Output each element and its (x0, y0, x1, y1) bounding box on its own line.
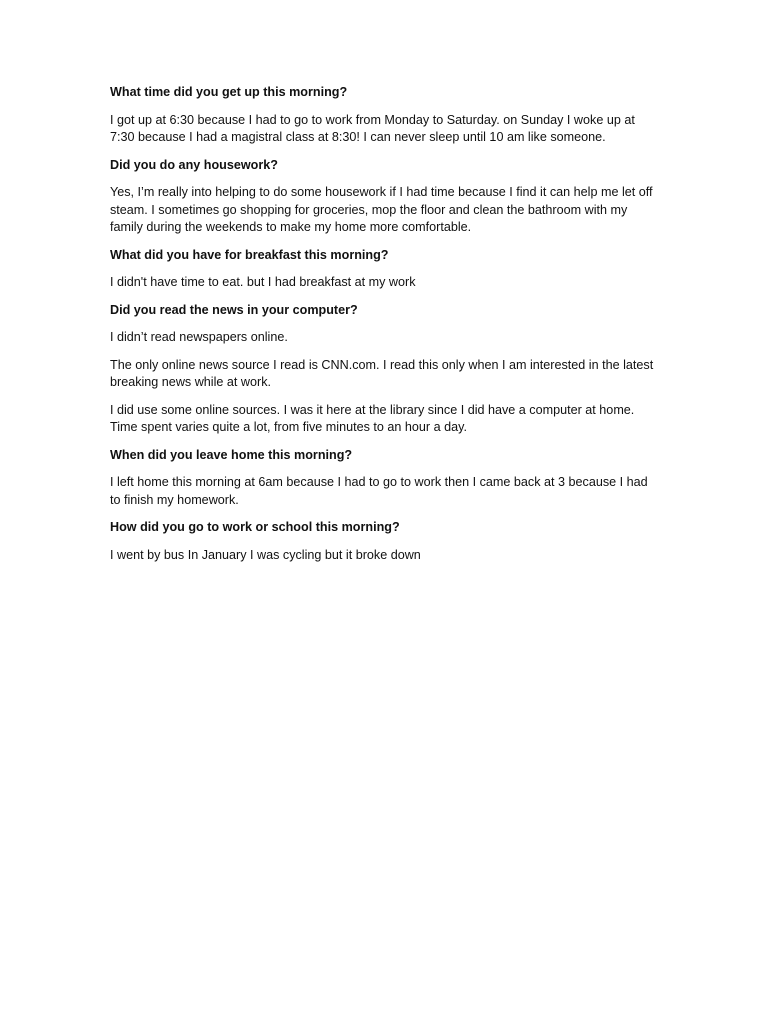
answer-leave-home: I left home this morning at 6am because I had to go to work then I came back at 3 because I had to finish my homework. (110, 475, 648, 507)
answer-commute: I went by bus In January I was cycling but it broke down (110, 547, 421, 562)
question-get-up: What time did you get up this morning? (110, 85, 348, 99)
document-page (110, 84, 658, 574)
answer-news-3: I did use some online sources. I was it here at the library since I did have a computer at home. Time spent varies quite a lot, from five minutes to an hour a day. (110, 402, 635, 434)
question-commute: How did you go to work or school this morning? (110, 520, 400, 534)
question-news: Did you read the news in your computer? (110, 302, 358, 317)
question-leave-home: When did you leave home this morning? (110, 447, 353, 462)
answer-housework: Yes, I’m really into helping to do some housework if I had time because I find it can help me let off steam. I sometimes go shopping for groceries, mop the floor and clean the bathroom with my family during the weekends to make my home more comfortable. (110, 185, 653, 234)
answer-news-2: The only online news source I read is CNN.com. I read this only when I am interested in the latest breaking news while at work. (110, 357, 654, 389)
answer-breakfast: I didn't have time to eat. but I had breakfast at my work (110, 275, 416, 289)
question-housework: Did you do any housework? (110, 157, 278, 172)
question-breakfast: What did you have for breakfast this morning? (110, 247, 389, 262)
answer-get-up: I got up at 6:30 because I had to go to work from Monday to Saturday. on Sunday I woke up at 7:30 because I had a magistral class at 8:30! I can never sleep until 10 am like someone. (110, 112, 635, 144)
answer-news-1: I didn’t read newspapers online. (110, 330, 288, 344)
